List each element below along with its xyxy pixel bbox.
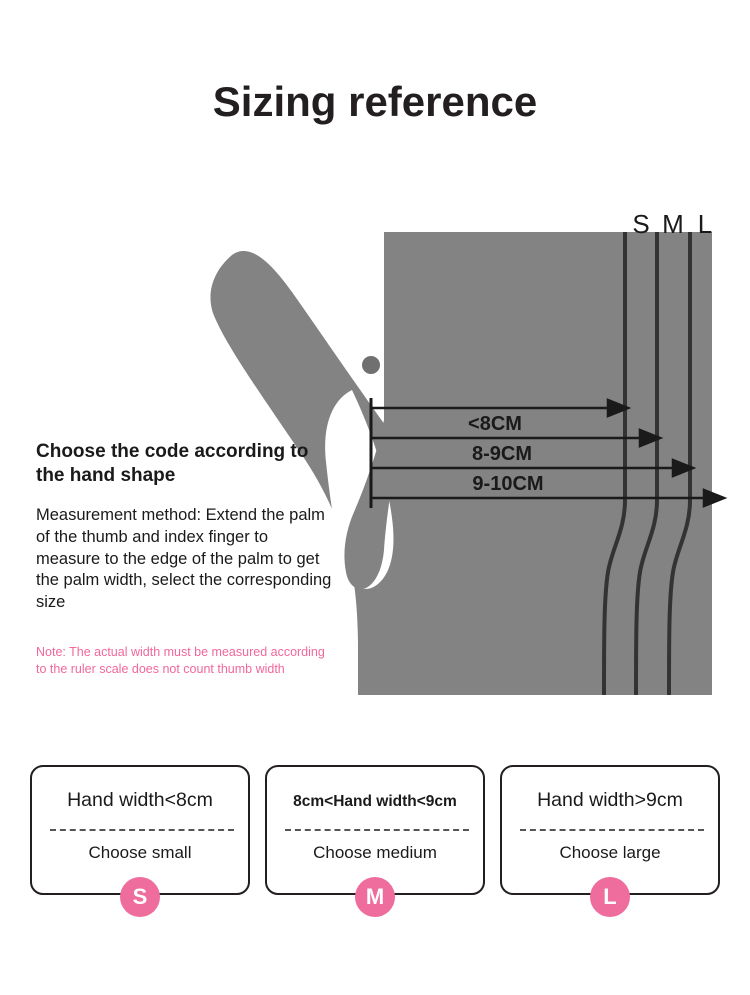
info-body: Measurement method: Extend the palm of the thumb and index finger to measure to the edge of the palm to get the palm width, select the corresponding size bbox=[36, 505, 332, 612]
size-badge-m: M bbox=[355, 877, 395, 917]
size-card-medium[interactable] bbox=[265, 765, 485, 909]
size-cards-row bbox=[0, 765, 750, 915]
card-choice-label: Choose small bbox=[88, 843, 192, 862]
size-badge-s: S bbox=[120, 877, 160, 917]
size-marker-label-s: S bbox=[632, 209, 650, 239]
measure-label-small: <8CM bbox=[468, 413, 522, 435]
size-card-small[interactable] bbox=[30, 765, 250, 909]
size-marker-label-l: L bbox=[697, 209, 713, 239]
web-point-dot bbox=[362, 356, 380, 374]
card-divider bbox=[285, 829, 469, 831]
info-note: Note: The actual width must be measured according to the ruler scale does not count thumb width bbox=[36, 645, 325, 677]
card-range-label: 8cm<Hand width<9cm bbox=[293, 793, 457, 810]
size-card-large[interactable] bbox=[500, 765, 720, 909]
size-marker-label-m: M bbox=[662, 209, 684, 239]
info-heading: Choose the code according to the hand shape bbox=[36, 441, 309, 487]
measure-label-large: 9-10CM bbox=[472, 473, 544, 495]
card-range-label: Hand width<8cm bbox=[67, 789, 213, 811]
measure-label-medium: 8-9CM bbox=[471, 443, 533, 465]
measurement-info-block bbox=[36, 440, 336, 691]
size-badge-l: L bbox=[590, 877, 630, 917]
page-title: Sizing reference bbox=[212, 78, 538, 125]
card-choice-label: Choose medium bbox=[313, 843, 437, 862]
card-divider bbox=[520, 829, 704, 831]
card-range-label: Hand width>9cm bbox=[537, 789, 683, 811]
card-divider bbox=[50, 829, 234, 831]
card-choice-label: Choose large bbox=[559, 843, 661, 862]
